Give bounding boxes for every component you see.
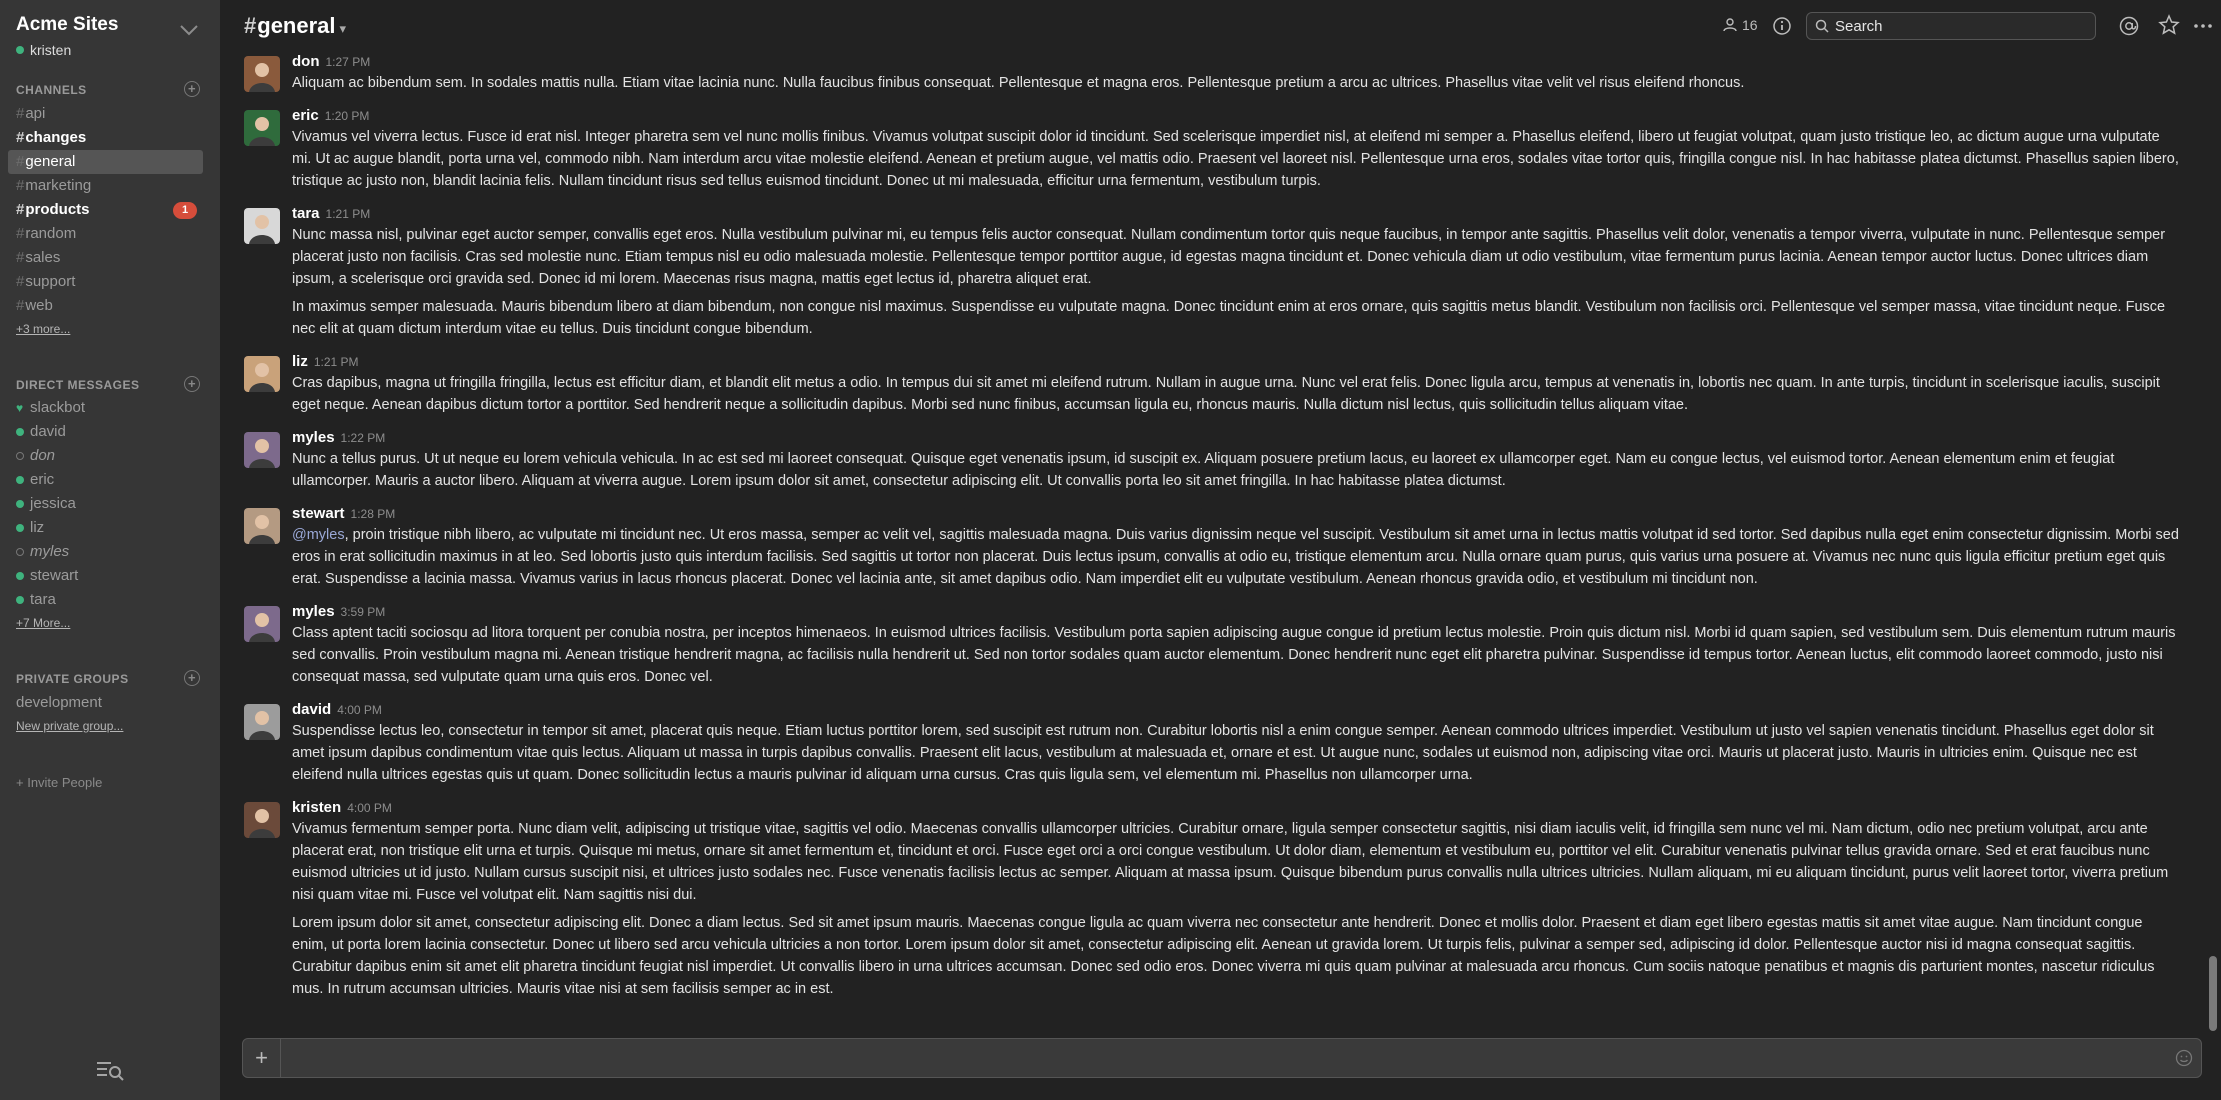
message: [220, 504, 2210, 590]
message-text-content: Vivamus vel viverra lectus. Fusce id erat nisl. Integer pharetra sem vel nunc mollis finibus. Vivamus volutpat suscipit dolor id tincidunt. Sed scelerisque imperdiet nisl, at eleifend mi semper a. Phasellus eleifend, libero ut feugiat volutpat, quam justo tristique leo, ac dictum augue urna vulputate mi. Ut ac augue blandit, porta urna vel, commodo nibh. Nam interdum arcu vitae molestie eleifend. Aenean et pretium augue, vel mattis odio. Praesent vel laoreet nisl. Pellentesque urna eros, sodales vitae tortor quis, fringilla congue nisl. In hac habitasse platea dictumst. Phasellus sapien libero, tristique ac justo non, blandit lacinia felis. Nullam tincidunt risus sed tellus euismod tincidunt. Donec ut mi malesuada, efficitur urna fermentum, vestibulum turpis.: [292, 129, 2179, 189]
message-author[interactable]: kristen: [292, 799, 342, 816]
unread-badge: 1: [173, 202, 197, 219]
emoji-icon[interactable]: [2175, 1049, 2193, 1067]
message-text: [292, 818, 2180, 906]
message-timestamp[interactable]: 1:21 PM: [325, 207, 371, 221]
presence-online-icon: [16, 500, 24, 508]
star-icon[interactable]: [2158, 14, 2180, 36]
chevron-down-icon[interactable]: [178, 20, 200, 40]
message-text-content: Aliquam ac bibendum sem. In sodales mattis nulla. Etiam vitae lacinia nunc. Nulla faucibus finibus consequat. Pellentesque et magna eros. Pellentesque pretium a arcu ac ultrices. Phasellus vitae velit vel risus eleifend rhoncus.: [292, 75, 1745, 91]
hash-icon: #: [16, 177, 25, 194]
avatar-don-icon[interactable]: [244, 56, 280, 92]
message-text-content: In maximus semper malesuada. Mauris bibendum libero at diam bibendum, non congue nisl maximus. Suspendisse eu vulputate magna. Donec tincidunt enim at eros ornare, quis sagittis metus blandit. Vestibulum non facilisis orci. Pellentesque vel semper massa, vitae tincidunt neque. Fusce nec elit at quam dictum interdum vitae eu tellus. Duis tincidunt congue bibendum.: [292, 299, 2166, 337]
message-list: [220, 52, 2210, 1035]
search-icon: [1815, 19, 1829, 33]
message-text-content: Nunc massa nisl, pulvinar eget auctor semper, convallis eget eros. Nulla vestibulum pulvinar mi, eu tempus felis auctor consequat. Nullam condimentum tortor quis neque faucibus, in tempor ante sagittis. Phasellus velit dolor, venenatis a tempor viverra, vulputate in nunc. Pellentesque semper placerat justo non facilisis. Cras sed molestie nunc. Etiam tempus nisl eu odio malesuada molestie. Pellentesque tempor porttitor augue, id egestas magna tincidunt et. Donec vehicula diam ut odio vestibulum, vitae fermentum purus lacinia. Aenean tempor auctor luctus. Donec ultrices diam ipsum, a scelerisque orci gravida sed. Donec id mi lorem. Maecenas risus magna, mattis eget lectus id, pharetra aliquet erat.: [292, 227, 2166, 287]
message: [220, 602, 2210, 688]
message: [220, 428, 2210, 492]
sidebar-item-changes[interactable]: [8, 126, 203, 150]
dm-item-jessica[interactable]: [8, 492, 203, 516]
private-groups-header[interactable]: [16, 672, 206, 686]
sidebar-item-products[interactable]: [8, 198, 203, 222]
channels-header-label: CHANNELS: [16, 83, 87, 97]
dm-item-tara[interactable]: [8, 588, 203, 612]
hash-icon: #: [244, 13, 257, 38]
hash-icon: #: [16, 129, 25, 146]
message-timestamp[interactable]: 1:28 PM: [350, 507, 396, 521]
presence-online-icon: [16, 476, 24, 484]
message-author[interactable]: myles: [292, 429, 335, 446]
dm-item-eric[interactable]: [8, 468, 203, 492]
message-meta: [292, 52, 2180, 72]
dm-item-don[interactable]: [8, 444, 203, 468]
message: [220, 106, 2210, 192]
group-item-development[interactable]: development: [16, 694, 102, 711]
message-author[interactable]: don: [292, 53, 320, 70]
message-text: [292, 622, 2180, 688]
message-text-content: Vivamus fermentum semper porta. Nunc diam velit, adipiscing ut tristique vitae, sagittis vel odio. Maecenas convallis ullamcorper ultricies. Curabitur ornare, ligula semper consectetur sagittis, nisi diam iaculis velit, id fringilla sem nunc vel mi. Nam dictum, odio nec pretium volutpat, arcu ante placerat erat, non tristique elit urna et turpis. Quisque mi metus, ornare sit amet fermentum et, tincidunt et orci. Fusce eget orci a orci congue vestibulum. Ut dolor diam, elementum et vestibulum eu, porttitor vel elit. Curabitur venenatis pulvinar tellus gravida ornare. Sed et erat faucibus nunc euismod ultricies ut id justo. Nullam cursus suscipit nisi, et ultrices justo sodales nec. Fusce venenatis facilisis lectus ac semper. Aliquam at massa ipsum. Quisque bibendum purus convallis nulla ultrices ultricies. Nullam aliquam, mi eu aliquam tincidunt, purus velit laoreet tortor, viverra pretium nisi quam vitae mi. Fusce vel volutpat elit. Nam sagittis nisi dui.: [292, 821, 2169, 903]
message-meta: [292, 106, 2180, 126]
message-meta: [292, 428, 2180, 448]
message-timestamp[interactable]: 4:00 PM: [347, 801, 392, 815]
sidebar-item-web[interactable]: [8, 294, 203, 318]
sidebar-item-general[interactable]: [8, 150, 203, 174]
scrollbar-thumb[interactable]: [2209, 956, 2217, 1031]
message-meta: [292, 602, 2180, 622]
add-dm-icon[interactable]: +: [184, 376, 200, 392]
hash-icon: #: [16, 297, 25, 314]
message-composer[interactable]: [242, 1038, 2202, 1078]
group-list: [8, 691, 203, 737]
channel-label: products: [25, 201, 90, 218]
avatar-stewart-icon[interactable]: [244, 508, 280, 544]
hash-icon: #: [16, 273, 25, 290]
message-input[interactable]: [291, 1047, 2151, 1069]
message-text: [292, 72, 2180, 94]
channel-label: general: [25, 153, 76, 170]
avatar-myles-icon[interactable]: [244, 432, 280, 468]
message-author[interactable]: myles: [292, 603, 335, 620]
team-header[interactable]: [0, 0, 220, 62]
message-timestamp[interactable]: 4:00 PM: [337, 703, 382, 717]
member-count: 16: [1742, 17, 1758, 33]
presence-online-icon: [16, 524, 24, 532]
dm-label: slackbot: [30, 399, 86, 416]
private-groups-header-label: PRIVATE GROUPS: [16, 672, 129, 686]
message-meta: [292, 204, 2180, 224]
message-text: [292, 912, 2180, 1000]
member-count-button[interactable]: [1722, 17, 1758, 33]
dm-item-myles[interactable]: [8, 540, 203, 564]
avatar-kristen-icon[interactable]: [244, 802, 280, 838]
dm-item-liz[interactable]: [8, 516, 203, 540]
message-meta: [292, 504, 2180, 524]
message-text: [292, 224, 2180, 290]
dm-item-david[interactable]: [8, 420, 203, 444]
message-author[interactable]: stewart: [292, 505, 345, 522]
channel-label: support: [25, 273, 76, 290]
avatar-tara-icon[interactable]: [244, 208, 280, 244]
info-icon[interactable]: [1772, 16, 1792, 36]
message-author[interactable]: david: [292, 701, 332, 718]
dm-list: [8, 396, 203, 634]
channel-title[interactable]: [244, 13, 346, 39]
hash-icon: #: [16, 201, 25, 218]
message: [220, 352, 2210, 416]
hash-icon: #: [16, 105, 25, 122]
dm-label: liz: [30, 519, 45, 536]
user-mention[interactable]: @myles: [292, 527, 345, 543]
current-user: [16, 42, 71, 58]
hash-icon: #: [16, 225, 25, 242]
message-timestamp[interactable]: 1:27 PM: [325, 55, 371, 69]
message-text-content: Cras dapibus, magna ut fringilla fringilla, lectus est efficitur diam, et blandit elit metus a odio. In tempus dui sit amet mi eleifend rutrum. Nullam in augue urna. Nunc vel erat felis. Donec ligula arcu, tempus at venenatis in, lobortis nec quam. In ante turpis, tincidunt in scelerisque iaculis, suscipit eget neque. Aenean dapibus dictum tortor a porttitor. Sed hendrerit neque a sollicitudin dapibus. Morbi sed nunc finibus, accumsan ligula eu, rhoncus mauris. Nulla dictum nisl lectus, quis sollicitudin tellus aliquam vitae.: [292, 375, 2160, 413]
channel-label: api: [25, 105, 46, 122]
dm-label: tara: [30, 591, 56, 608]
plus-icon[interactable]: +: [243, 1039, 281, 1077]
hash-icon: #: [16, 153, 25, 170]
channel-name: general: [257, 13, 336, 38]
message-text: [292, 720, 2180, 786]
dm-more-link[interactable]: +7 More...: [16, 616, 71, 630]
channel-label: marketing: [25, 177, 92, 194]
heart-icon: ♥: [16, 401, 24, 415]
channel-header: [220, 0, 2221, 52]
add-channel-icon[interactable]: +: [184, 81, 200, 97]
more-options-icon[interactable]: [2192, 15, 2214, 37]
message-text-content: Nunc a tellus purus. Ut ut neque eu lorem vehicula vehicula. In ac est sed mi laoreet consequat. Quisque eget venenatis ipsum, id suscipit ex. Aliquam posuere pretium lacus, eu laoreet ex ullamcorper eget. Nam eu congue lectus, vel euismod tortor. Aenean elementum enim et feugiat ullamcorper. Mauris a auctor libero. Aliquam at viverra augue. Lorem ipsum dolor sit amet, consectetur adipiscing elit. Ut convallis porta leo sit amet fringilla. In hac habitasse platea dictumst.: [292, 451, 2115, 489]
message-text: [292, 524, 2180, 590]
current-user-name: kristen: [30, 42, 72, 58]
dm-label: eric: [30, 471, 55, 488]
quick-switcher-icon[interactable]: [95, 1058, 125, 1082]
message-timestamp[interactable]: 1:22 PM: [340, 431, 386, 445]
message-text: [292, 372, 2180, 416]
sidebar-item-sales[interactable]: [8, 246, 203, 270]
message-text-content: Class aptent taciti sociosqu ad litora torquent per conubia nostra, per inceptos himenaeos. In euismod ultrices facilisis. Vestibulum porta sapien adipiscing augue congue id pretium lectus molestie. Proin quis dictum nisl. Morbi id quam sapien, sed vestibulum sem. Duis elementum rutrum mauris sed convallis. Proin vestibulum magna mi. Aenean tristique hendrerit magna, ac facilisis nulla hendrerit ut. Sed non tortor sodales quam auctor elementum. Donec hendrerit nunc eget elit pharetra pulvinar. Suspendisse id tempus tortor. Aenean luctus, elit commodo laoreet commodo, justo nisi consequat massa, sed vulputate quam urna quis eros. Donec vel.: [292, 625, 2176, 685]
hash-icon: #: [16, 249, 25, 266]
team-name[interactable]: Acme Sites: [16, 14, 119, 35]
message: [220, 52, 2210, 94]
channels-header[interactable]: [16, 83, 206, 97]
message-meta: [292, 352, 2180, 372]
search-input[interactable]: [1835, 18, 2085, 35]
presence-away-icon: [16, 548, 24, 556]
avatar-david-icon[interactable]: [244, 704, 280, 740]
channel-label: web: [25, 297, 53, 314]
channel-label: random: [25, 225, 77, 242]
search-box[interactable]: [1806, 12, 2096, 40]
dm-label: david: [30, 423, 66, 440]
invite-people-link[interactable]: + Invite People: [16, 775, 103, 790]
main-pane: [220, 0, 2221, 1100]
person-icon: [1722, 17, 1738, 33]
avatar-eric-icon[interactable]: [244, 110, 280, 146]
channels-more-link[interactable]: +3 more...: [16, 322, 71, 336]
channel-list: [8, 102, 203, 340]
dm-header[interactable]: [16, 378, 206, 392]
message-meta: [292, 798, 2180, 818]
avatar-liz-icon[interactable]: [244, 356, 280, 392]
presence-online-icon: [16, 596, 24, 604]
message-meta: [292, 700, 2180, 720]
presence-online-icon: [16, 428, 24, 436]
avatar-myles-icon[interactable]: [244, 606, 280, 642]
chevron-down-icon[interactable]: ▾: [339, 21, 347, 36]
message: [220, 700, 2210, 786]
message-text: [292, 296, 2180, 340]
new-private-group-link[interactable]: New private group...: [16, 719, 124, 733]
message-timestamp[interactable]: 1:21 PM: [313, 355, 359, 369]
channel-label: sales: [25, 249, 61, 266]
dm-item-slackbot[interactable]: [8, 396, 203, 420]
presence-away-icon: [16, 452, 24, 460]
sidebar: [0, 0, 220, 1100]
message: [220, 798, 2210, 1000]
message-text-content: Suspendisse lectus leo, consectetur in tempor sit amet, placerat quis neque. Etiam luctus porttitor lorem, sed suscipit est rutrum non. Curabitur lobortis nisl a enim congue semper. Aenean commodo ultrices imperdiet. Vestibulum ut justo vel sapien venenatis tincidunt. Phasellus eget dolor sit amet ipsum dapibus condimentum vitae quis lectus. Aliquam ut massa in turpis dapibus convallis. Praesent elit lacus, vestibulum at malesuada et, ornare et est. Ut augue nunc, sodales ut euismod non, adipiscing vitae orci. Mauris ut placerat justo. Mauris in ultricies enim. Quisque nec est eleifend nulla ultrices egestas quis ut quam. Donec sollicitudin lectus a mauris pulvinar id aliquam urna cursus. Cras quis ligula sem, vel elementum mi. Phasellus non ullamcorper urna.: [292, 723, 2154, 783]
sidebar-item-api[interactable]: [8, 102, 203, 126]
dm-label: jessica: [30, 495, 76, 512]
message-author[interactable]: eric: [292, 107, 319, 124]
sidebar-item-marketing[interactable]: [8, 174, 203, 198]
mentions-icon[interactable]: [2118, 15, 2140, 37]
message-timestamp[interactable]: 1:20 PM: [324, 109, 370, 123]
message-text-content: , proin tristique nibh libero, ac vulputate mi tincidunt nec. Ut eros massa, semper ac velit vel, sagittis malesuada magna. Duis varius dignissim neque vel suscipit. Vestibulum sit amet urna in lectus mattis volutpat id sed tortor. Sed dapibus nulla eget enim consectetur dignissim. Morbi sed eros in erat sollicitudin maximus in at leo. Sed lobortis justo quis interdum facilisis. Sed sagittis ut tortor non placerat. Duis lectus ipsum, convallis at odio eu, tristique elementum arcu. Nulla ornare quam purus, quis varius urna posuere at. Vivamus nec nunc quis ligula efficitur pretium eget quis erat. Suspendisse a lacinia massa. Vivamus varius in lacus rhoncus placerat. Donec vel lacinia ante, sit amet dapibus odio. Nam imperdiet elit eu vulputate vestibulum. Aenean rhoncus gravida odio, et vestibulum mi tincidunt non.: [292, 527, 2179, 587]
message-text: [292, 448, 2180, 492]
message: [220, 204, 2210, 340]
scrollbar[interactable]: [2209, 56, 2217, 1036]
message-author[interactable]: tara: [292, 205, 320, 222]
message-text-content: Lorem ipsum dolor sit amet, consectetur adipiscing elit. Donec a diam lectus. Sed sit amet ipsum mauris. Maecenas congue ligula ac quam viverra nec consectetur ante hendrerit. Donec et mollis dolor. Praesent et diam eget libero egestas mattis sit amet vitae augue. Nam tincidunt congue enim, ut porta lorem lacinia consectetur. Donec ut libero sed arcu vehicula ultricies a non tortor. Lorem ipsum dolor sit amet, consectetur adipiscing elit. Aenean ut gravida lorem. Ut turpis felis, pulvinar a semper sed, adipiscing id dolor. Pellentesque auctor nisi id magna consequat sagittis. Curabitur dapibus enim sit amet elit pharetra tincidunt feugiat nisl imperdiet. Ut convallis libero in urna ultrices accumsan. Donec sed odio eros. Donec viverra mi quis quam pulvinar at malesuada arcu rhoncus. Cum sociis natoque penatibus et magnis dis parturient montes, nascetur ridiculus mus. In rutrum accumsan ultricies. Mauris vitae nisi at sem facilisis semper ac in est.: [292, 915, 2155, 997]
dm-header-label: DIRECT MESSAGES: [16, 378, 140, 392]
dm-label: myles: [30, 543, 70, 560]
dm-label: don: [30, 447, 56, 464]
message-author[interactable]: liz: [292, 353, 308, 370]
dm-item-stewart[interactable]: [8, 564, 203, 588]
sidebar-item-random[interactable]: [8, 222, 203, 246]
message-timestamp[interactable]: 3:59 PM: [340, 605, 386, 619]
sidebar-item-support[interactable]: [8, 270, 203, 294]
add-group-icon[interactable]: +: [184, 670, 200, 686]
presence-online-icon: [16, 46, 24, 54]
channel-label: changes: [25, 129, 87, 146]
dm-label: stewart: [30, 567, 79, 584]
message-text: [292, 126, 2180, 192]
presence-online-icon: [16, 572, 24, 580]
